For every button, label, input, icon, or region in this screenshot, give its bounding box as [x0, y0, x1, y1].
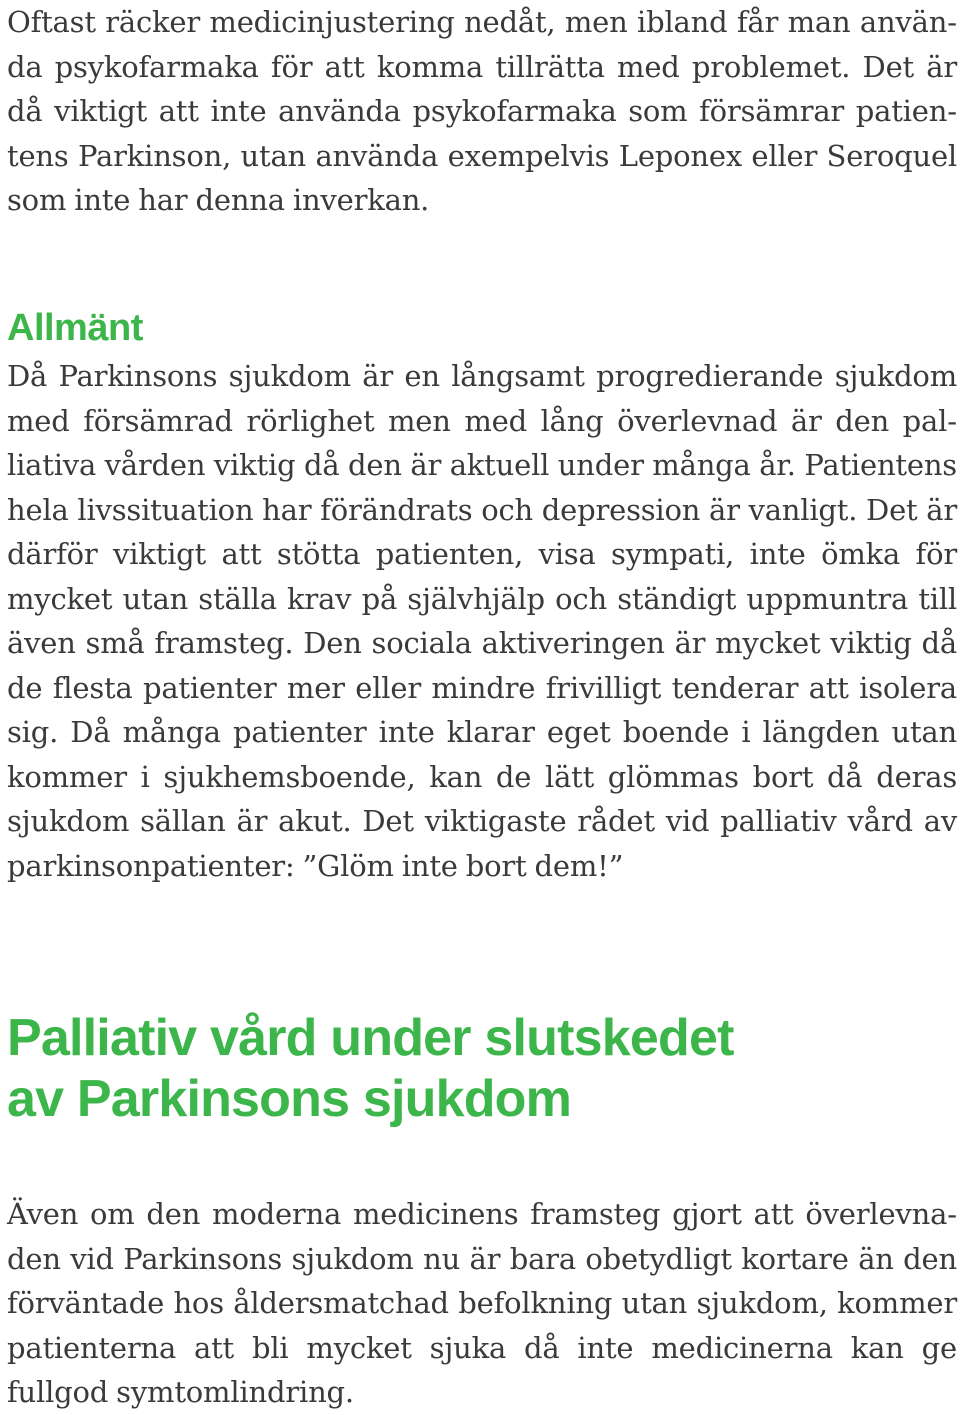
- intro-paragraph: Oftast räcker medicinjustering nedåt, men ibland får man använda psykofarmaka för att komma tillrätta med problemet. Det är då viktigt att inte använda psykofarmaka som försämrar patientens Parkinson, utan använda exempelvis Leponex eller Seroquel som inte har denna inverkan.: [7, 5, 957, 217]
- section-heading-line-1: Palliativ vård under slutskedet: [7, 1009, 734, 1067]
- allmant-paragraph: Då Parkinsons sjukdom är en långsamt progredierande sjukdom med försämrad rörlighet men med lång överlevnad är den palliativa vården viktig då den är aktuell under många år. Patientens hela livssituation har förändrats och depression är vanligt. Det är därför viktigt att stötta patienten, visa sympati, inte ömka för mycket utan ställa krav på självhjälp och ständigt uppmuntra till även små framsteg. Den sociala aktiveringen är mycket viktig då de flesta patienter mer eller mindre frivilligt tenderar att isolera sig. Då många patienter inte klarar eget boende i längden utan kommer i sjukhemsboende, kan de lätt glömmas bort då deras sjukdom sällan är akut. Det viktigaste rådet vid palliativ vård av parkinsonpatienter: ”Glöm inte bort dem!”: [7, 359, 957, 883]
- section-heading-allmant: Allmänt: [7, 307, 143, 349]
- section-heading-palliative: [7, 1008, 734, 1130]
- section-heading-line-2: av Parkinsons sjukdom: [7, 1070, 572, 1128]
- palliative-paragraph: Även om den moderna medicinens framsteg gjort att överlevnaden vid Parkinsons sjukdom nu är bara obetydligt kortare än den förväntade hos åldersmatchad befolkning utan sjukdom, kommer patienterna att bli mycket sjuka då inte medicinerna kan ge fullgod symtomlindring.: [7, 1197, 957, 1409]
